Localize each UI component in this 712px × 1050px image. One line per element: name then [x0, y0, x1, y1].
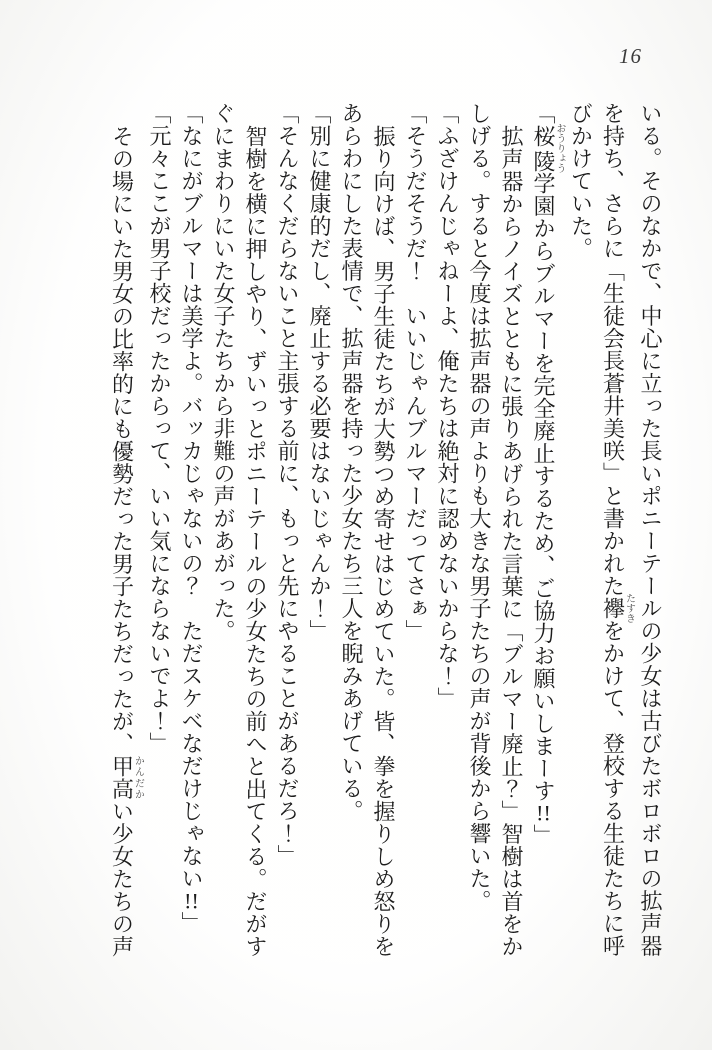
text-line: ぐにまわりにいた女子たちから非難の声があがった。 — [211, 102, 236, 642]
text-line: を持ち、さらに「生徒会長蒼井美咲」と書かれた襷たすきをかけて、登校する生徒たちに呼 — [600, 102, 635, 957]
text-line: いる。そのなかで、中心に立った長いポニーテールの少女は古びたボロボロの拡声器 — [638, 102, 663, 957]
ruby-annotated-word: 甲高かんだか — [109, 754, 144, 800]
tate-chu-yoko: !! — [184, 889, 199, 912]
text-line: 振り向けば、男子生徒たちが大勢つめ寄せはじめていた。皆、拳を握りしめ怒りを — [371, 124, 396, 957]
text-line: しげる。すると今度は拡声器の声よりも大きな男子たちの声が背後から響いた。 — [467, 102, 492, 912]
page-number: 16 — [619, 44, 642, 68]
text-line: その場にいた男女の比率的にも優勢だった男子たちだったが、甲高かんだかい少女たちの声 — [109, 124, 144, 957]
ruby-annotated-word: 桜陵おうりょう — [531, 123, 565, 174]
text-line: 智樹を横に押しやり、ずいっとポニーテールの少女たちの前へと出てくる。だがす — [243, 124, 268, 957]
text-line: 拡声器からノイズとともに張りあげられた言葉に「ブルマー廃止？」智樹は首をか — [499, 124, 524, 957]
text-line: 「そうだそうだ！ いいじゃんブルマーだってさぁ」 — [403, 102, 428, 642]
text-line: あらわにした表情で、拡声器を持った少女たち三人を睨みあげている。 — [339, 102, 364, 822]
tate-chu-yoko: !! — [536, 802, 551, 824]
text-line: びかけていた。 — [568, 102, 594, 260]
text-line: 「別に健康的だし、廃止する必要はないじゃんか！」 — [307, 102, 332, 642]
ruby-annotated-word: 襷たすき — [600, 593, 635, 624]
text-columns — [106, 102, 667, 960]
text-line: 「ふざけんじゃねーよ、俺たちは絶対に認めないからな！」 — [435, 102, 460, 710]
text-line: 「なにがブルマーは美学よ。バッカじゃないの？ ただスケベなだけじゃない!!」 — [179, 102, 204, 934]
text-line: 「元々ここが男子校だったからって、いい気にならないでよ！」 — [147, 102, 172, 755]
text-line: 「そんなくだらないこと主張する前に、もっと先にやることがあるだろ！」 — [275, 102, 300, 867]
text-line: 「桜陵おうりょう学園からブルマーを完全廃止するため、ご協力お願いしまーす!!」 — [531, 102, 565, 847]
